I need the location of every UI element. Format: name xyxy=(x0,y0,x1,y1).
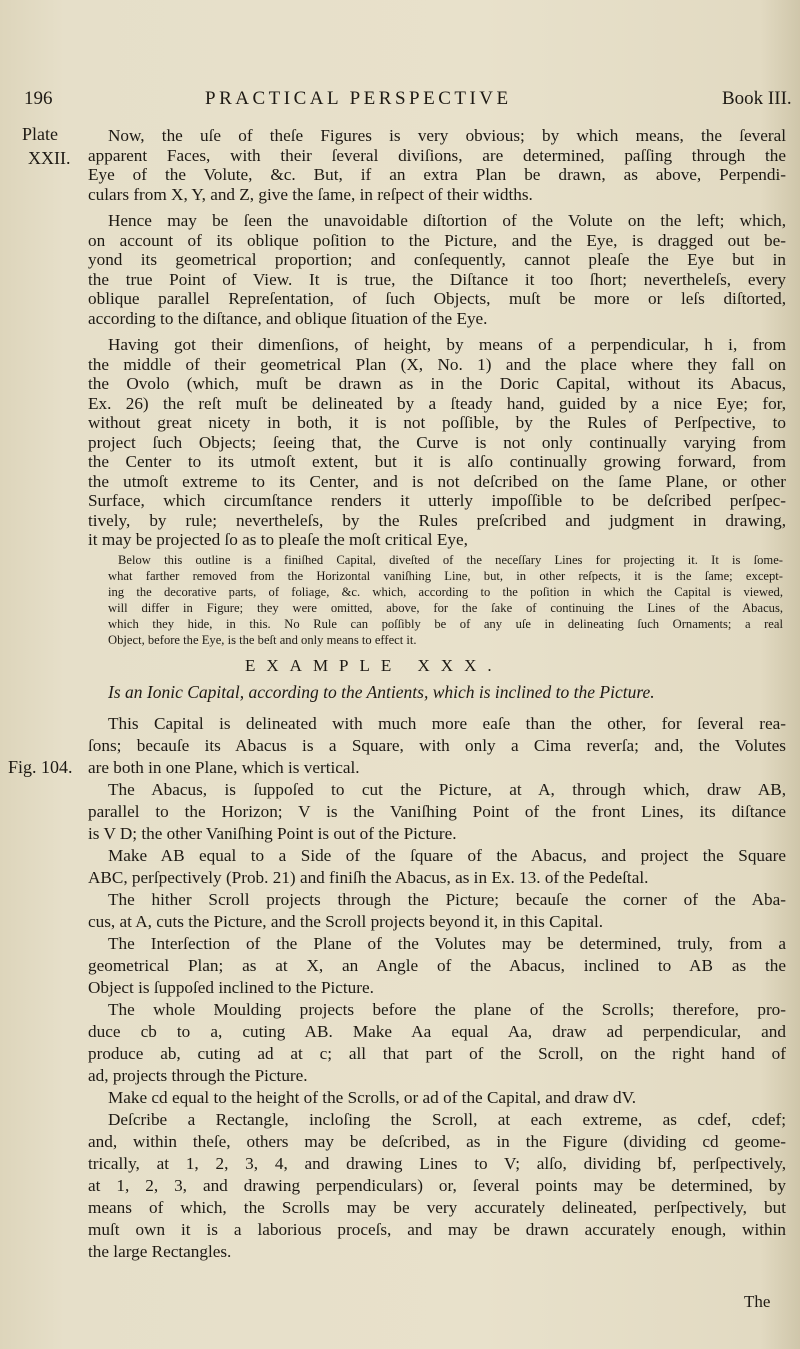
text-line: are both in one Plane, which is vertical. xyxy=(88,758,360,777)
text-line: Deſcribe a Rectangle, incloſing the Scroll, at each extreme, as cdef, cdef; xyxy=(108,1110,786,1129)
text-line: which they hide, in this. No Rule can poſſibly be of any uſe in delineating ſuch Ornaments; a real xyxy=(108,617,783,631)
text-line: muſt own it is a laborious proceſs, and may be drawn accurately enough, within xyxy=(88,1220,786,1239)
text-line: Surface, which circumſtance renders it utterly impoſſible to be deſcribed perſpec- xyxy=(88,491,786,510)
text-line: Object is ſuppoſed inclined to the Picture. xyxy=(88,978,374,997)
book-label: Book III. xyxy=(722,88,792,109)
text-line: the middle of their geometrical Plan (X, No. 1) and the place where they fall on xyxy=(88,354,786,374)
text-line: according to the diſtance, and oblique ſituation of the Eye. xyxy=(88,308,488,328)
text-line: Ex. 26) the reſt muſt be delineated by a ſteady hand, guided by a nice Eye; for, xyxy=(88,393,786,413)
text-line: Make cd equal to the height of the Scrolls, or ad of the Capital, and draw dV. xyxy=(108,1088,637,1107)
text-line: apparent Faces, with their ſeveral diviſions, are determined, paſſing through the xyxy=(88,145,786,165)
text-line: cus, at A, cuts the Picture, and the Scroll projects beyond it, in this Capital. xyxy=(88,912,604,931)
text-line: Eye of the Volute, &c. But, if an extra Plan be drawn, as above, Perpendi- xyxy=(88,165,786,184)
page-number: 196 xyxy=(24,88,53,109)
text-line: the utmoſt extreme to its Center, and is not deſcribed on the ſame Plane, or other xyxy=(88,471,786,491)
text-line: without great nicety in both, it is not poſſible, by the Rules of Perſpective, to xyxy=(88,413,786,432)
example-subtitle: Is an Ionic Capital, according to the Antients, which is inclined to the Picture. xyxy=(108,682,655,702)
text-line: Make AB equal to a Side of the ſquare of the Abacus, and project the Square xyxy=(108,846,786,865)
text-line: project ſuch Objects; ſeeing that, the Curve is not only continually varying from xyxy=(88,432,786,452)
text-line: The whole Moulding projects before the plane of the Scrolls; therefore, pro- xyxy=(108,1000,786,1019)
text-line: This Capital is delineated with much more eaſe than the other, for ſeveral rea- xyxy=(108,714,786,733)
text-line: tively, by rule; nevertheleſs, by the Rules preſcribed and judgment in drawing, xyxy=(88,510,786,530)
running-title: PRACTICAL PERSPECTIVE xyxy=(205,88,512,109)
text-line: yond its geometrical proportion; and conſequently, cannot pleaſe the Eye but in xyxy=(88,250,786,269)
text-line: The Interſection of the Plane of the Volutes may be determined, truly, from a xyxy=(108,934,786,953)
plate-label: Plate xyxy=(22,124,58,144)
text-line: culars from X, Y, and Z, give the ſame, in reſpect of their widths. xyxy=(88,184,533,204)
text-line: oblique parallel Repreſentation, of ſuch Objects, muſt be more or leſs diſtorted, xyxy=(88,289,786,308)
text-line: produce ab, cuting ad at c; all that part of the Scroll, on the right hand of xyxy=(88,1044,786,1063)
text-line: ing the decorative parts, of foliage, &c. which, according to the poſition in which the Capital is viewed, xyxy=(108,585,783,599)
text-line: geometrical Plan; as at X, an Angle of the Abacus, inclined to AB as the xyxy=(88,956,786,975)
text-line: ad, projects through the Picture. xyxy=(88,1066,308,1085)
text-line: it may be projected ſo as to pleaſe the moſt critical Eye, xyxy=(88,530,468,549)
text-line: trically, at 1, 2, 3, 4, and drawing Lines to V; alſo, dividing bf, perſpectively, xyxy=(88,1154,786,1173)
text-line: The hither Scroll projects through the Picture; becauſe the corner of the Aba- xyxy=(108,890,786,909)
text-line: The Abacus, is ſuppoſed to cut the Picture, at A, through which, draw AB, xyxy=(108,780,786,799)
text-line: Object, before the Eye, is the beſt and only means to effect it. xyxy=(108,633,417,647)
text-line: is V D; the other Vaniſhing Point is out of the Picture. xyxy=(88,824,457,843)
text-line: the large Rectangles. xyxy=(88,1242,232,1261)
text-line: Hence may be ſeen the unavoidable diſtortion of the Volute on the left; which, xyxy=(108,211,786,230)
text-line: Now, the uſe of theſe Figures is very obvious; by which means, the ſeveral xyxy=(108,126,786,145)
text-line: and, within theſe, others may be deſcribed, as in the Figure (dividing cd geome- xyxy=(88,1132,786,1151)
text-line: what farther removed from the Horizontal vaniſhing Line, but, in other reſpects, it is the ſame; except- xyxy=(108,569,783,583)
text-line: will differ in Figure; they were omitted, above, for the ſake of continuing the Lines of the Abacus, xyxy=(108,601,783,615)
text-line: parallel to the Horizon; V is the Vaniſhing Point of the front Lines, its diſtance xyxy=(88,802,786,821)
text-line: duce cb to a, cuting AB. Make Aa equal Aa, draw ad perpendicular, and xyxy=(88,1022,786,1041)
text-line: ABC, perſpectively (Prob. 21) and finiſh the Abacus, as in Ex. 13. of the Pedeſtal. xyxy=(88,868,649,887)
text-line: the Ovolo (which, muſt be drawn as in the Doric Capital, without its Abacus, xyxy=(88,374,786,393)
plate-number: XXII. xyxy=(28,148,71,168)
text-line: Having got their dimenſions, of height, by means of a perpendicular, h i, from xyxy=(108,335,786,354)
text-line: the Center to its utmoſt extent, but it is alſo continually growing forward, from xyxy=(88,452,786,471)
text-line: Below this outline is a finiſhed Capital, diveſted of the neceſſary Lines for projecting it. It is ſome- xyxy=(118,553,783,567)
example-heading: EXAMPLE XXX. xyxy=(245,656,503,675)
text-line: the true Point of View. It is true, the Diſtance it too ſhort; nevertheleſs, every xyxy=(88,269,786,289)
catchword: The xyxy=(744,1292,771,1311)
text-line: on account of its oblique poſition to the Picture, and the Eye, is dragged out be- xyxy=(88,230,786,250)
figure-reference: Fig. 104. xyxy=(8,757,73,777)
text-line: means of which, the Scrolls may be very accurately delineated, perſpectively, but xyxy=(88,1198,786,1217)
text-line: ſons; becauſe its Abacus is a Square, with only a Cima reverſa; and, the Volutes xyxy=(88,736,786,755)
text-line: at 1, 2, 3, and drawing perpendiculars) or, ſeveral points may be determined, by xyxy=(88,1176,786,1195)
